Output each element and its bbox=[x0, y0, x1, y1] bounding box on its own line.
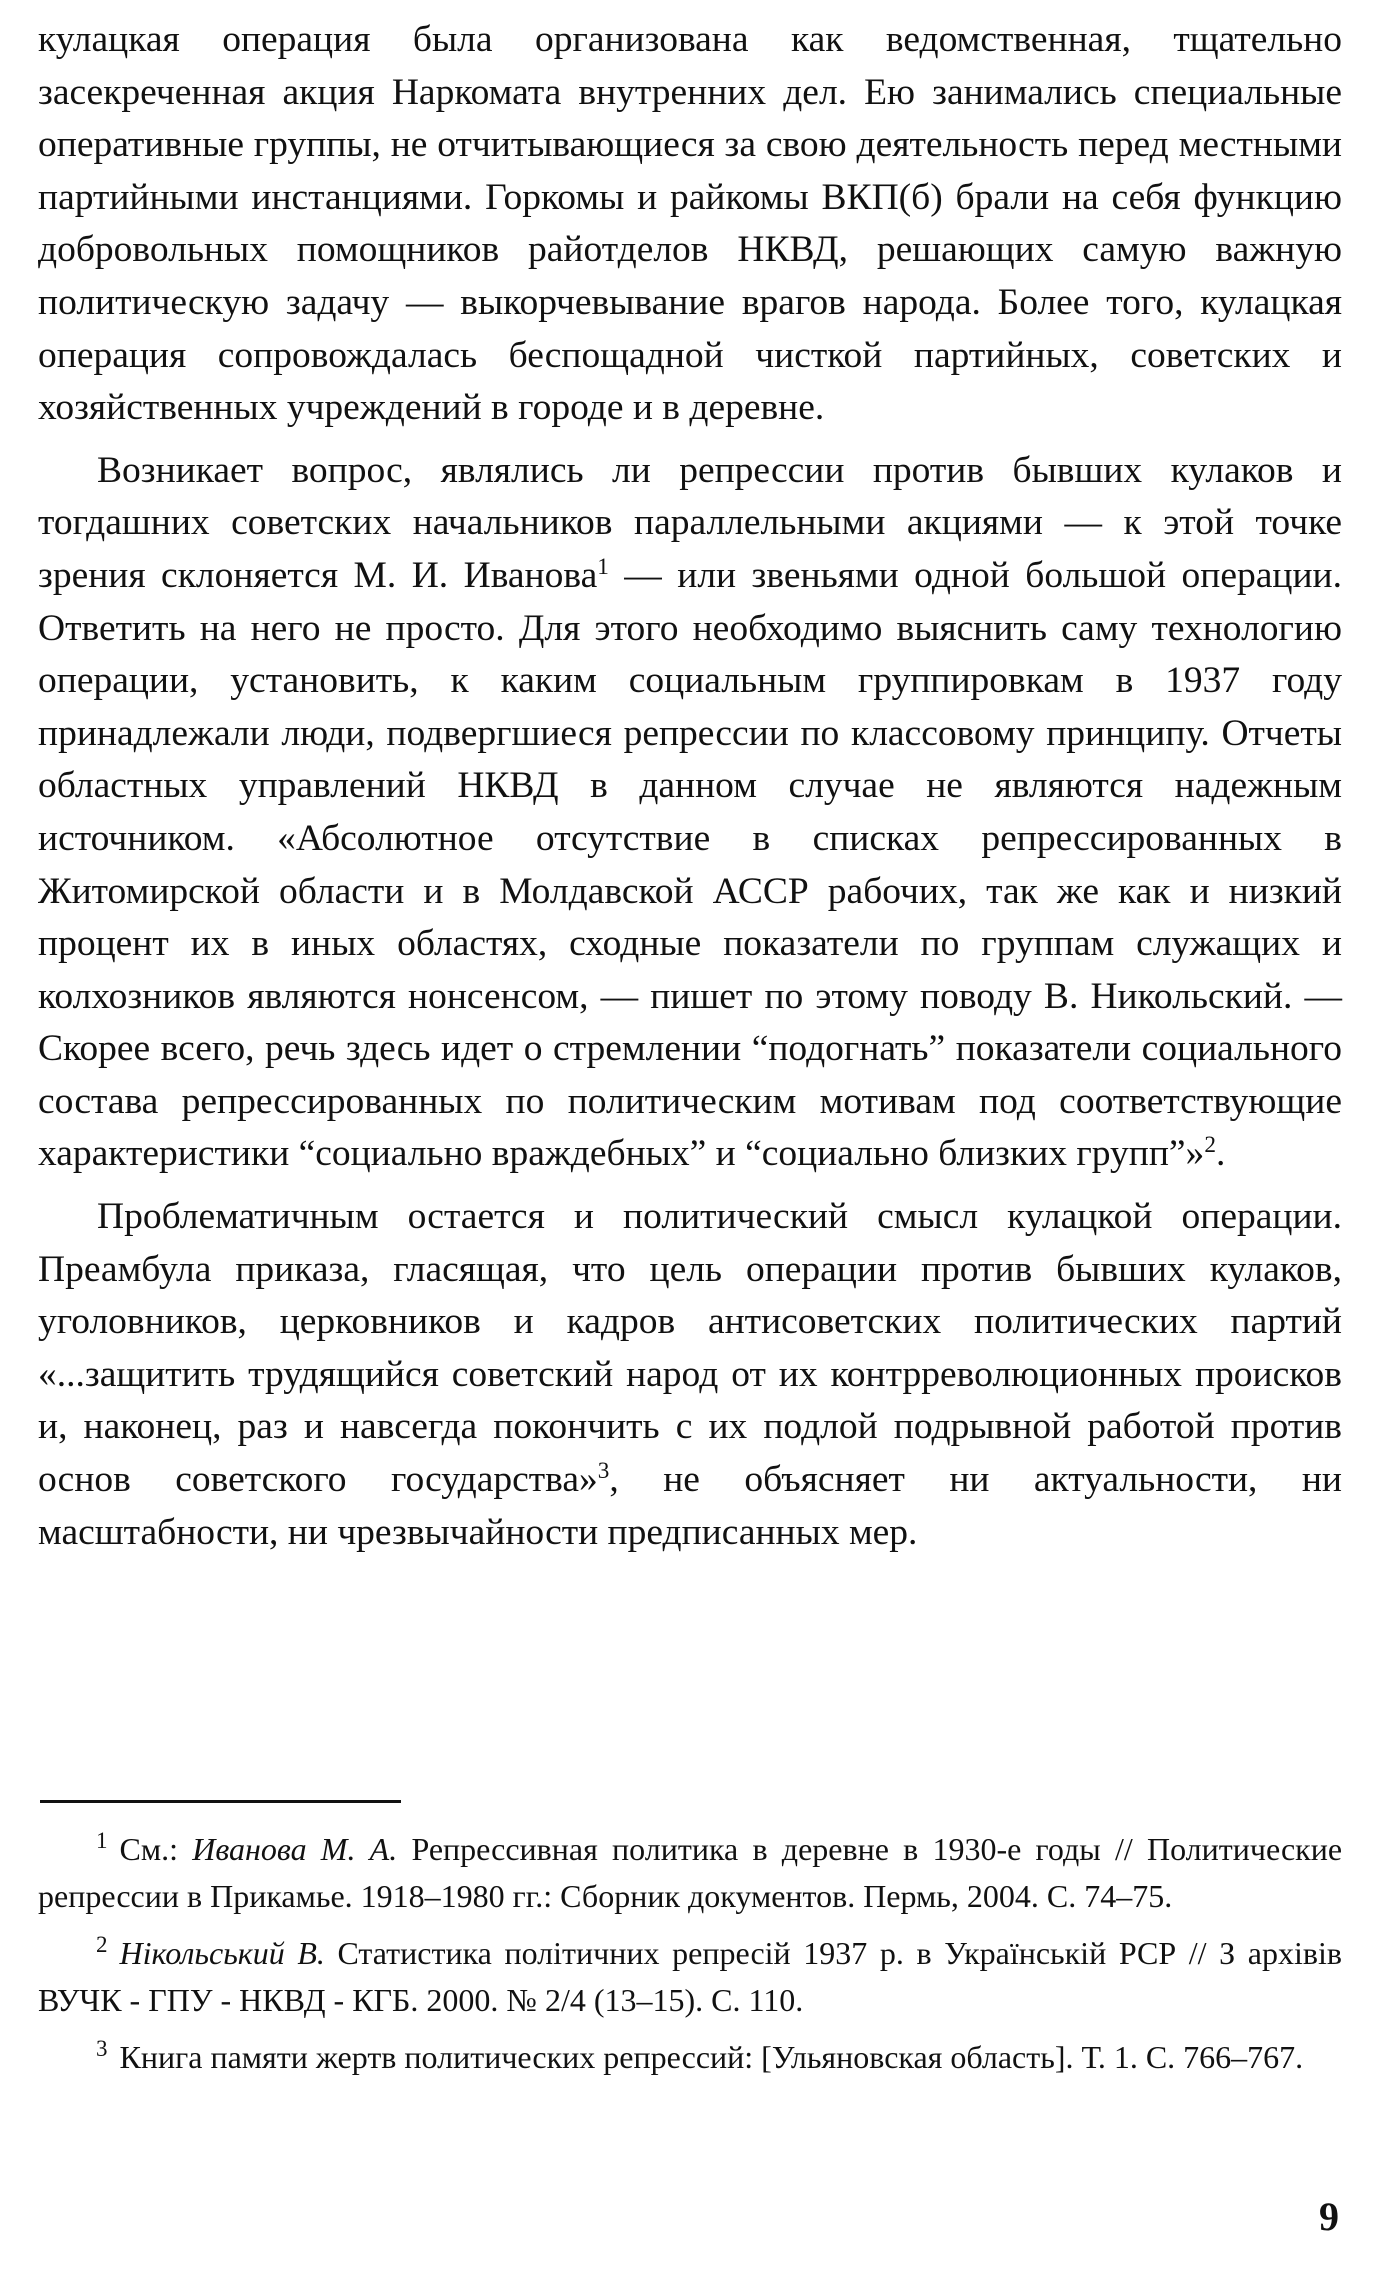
page-number: 9 bbox=[1319, 2194, 1339, 2239]
footnotes bbox=[38, 1826, 1342, 2081]
footnote-ref-1: 1 bbox=[597, 554, 609, 581]
footnote-ref-3: 3 bbox=[597, 1458, 610, 1485]
footnote-2-number: 2 bbox=[96, 1931, 108, 1958]
page bbox=[38, 14, 1342, 1559]
footnote-ref-2: 2 bbox=[1204, 1132, 1216, 1159]
footnote-1-text: Репрессивная политика в деревне в 1930-е годы // Политические репрессии в Прикамье. 1918–1980 гг.: Сборник документов. Пермь, 2004. С. 74–75. bbox=[38, 1831, 1343, 1914]
footnote-3-number: 3 bbox=[96, 2035, 108, 2062]
paragraph-1-text: кулацкая операция была организована как ведомственная, тщательно засекреченная акция Наркомата внутренних дел. Ею занимались специальные оперативные группы, не отчитывающиеся за свою деятельность перед местными партийными инстанциями. Горкомы и райкомы ВКП(б) брали на себя функцию добровольных помощников райотделов НКВД, решающих самую важную политическую задачу — выкорчевывание врагов народа. Более того, кулацкая операция сопровождалась беспощадной чисткой партийных, советских и хозяйственных учреждений в городе и в деревне. bbox=[38, 19, 1342, 429]
footnote-1-author: Иванова М. А. bbox=[192, 1831, 398, 1867]
paragraph-3-text-part-2: , не объясняет ни актуальности, ни масштабности, ни чрезвычайности предписанных мер. bbox=[38, 1459, 1342, 1553]
paragraph-3-text-part-1: Проблематичным остается и политический смысл кулацкой операции. Преамбула приказа, гласящая, что цель операции против бывших кулаков, уголовников, церковников и кадров антисоветских политических партий «...защитить трудящийся советский народ от их контрреволюционных происков и, наконец, раз и навсегда покончить с их подлой подрывной работой против основ советского государства» bbox=[38, 1196, 1342, 1501]
footnote-2 bbox=[38, 1930, 1342, 2023]
paragraph-2 bbox=[38, 445, 1342, 1181]
footnote-3-text: Книга памяти жертв политических репрессий: [Ульяновская область]. Т. 1. С. 766–767. bbox=[119, 2039, 1304, 2075]
main-text bbox=[38, 14, 1342, 1559]
footnote-1 bbox=[38, 1826, 1342, 1919]
paragraph-3 bbox=[38, 1191, 1342, 1559]
paragraph-2-text-part-2: — или звеньями одной большой операции. Ответить на него не просто. Для этого необходимо выяснить саму технологию операции, установить, к каким социальным группировкам в 1937 году принадлежали люди, подвергшиеся репрессии по классовому принципу. Отчеты областных управлений НКВД в данном случае не являются надежным источником. «Абсолютное отсутствие в списках репрессированных в Житомирской области и в Молдавской АССР рабочих, так же как и низкий процент их в иных областях, сходные показатели по группам служащих и колхозников являются нонсенсом, — пишет по этому поводу В. Никольский. — Скорее всего, речь здесь идет о стремлении “подогнать” показатели социального состава репрессированных по политическим мотивам под соответствующие характеристики “социально враждебных” и “социально близких групп”» bbox=[38, 554, 1342, 1175]
footnote-3 bbox=[38, 2034, 1342, 2081]
footnote-2-author: Нікольський В. bbox=[119, 1935, 325, 1971]
footnote-1-prefix: См.: bbox=[119, 1831, 193, 1867]
paragraph-2-text-part-3: . bbox=[1215, 1133, 1226, 1175]
footnote-2-text: Статистика політичних репресій 1937 р. в Українській РСР // З архівів ВУЧК - ГПУ - НКВД - КГБ. 2000. № 2/4 (13–15). С. 110. bbox=[38, 1935, 1343, 2018]
footnote-1-number: 1 bbox=[96, 1827, 108, 1854]
paragraph-1 bbox=[38, 14, 1342, 435]
paragraph-2-text-part-1: Возникает вопрос, являлись ли репрессии против бывших кулаков и тогдашних советских начальников параллельными акциями — к этой точке зрения склоняется М. И. Иванова bbox=[38, 449, 1342, 596]
footnote-divider bbox=[40, 1800, 401, 1803]
